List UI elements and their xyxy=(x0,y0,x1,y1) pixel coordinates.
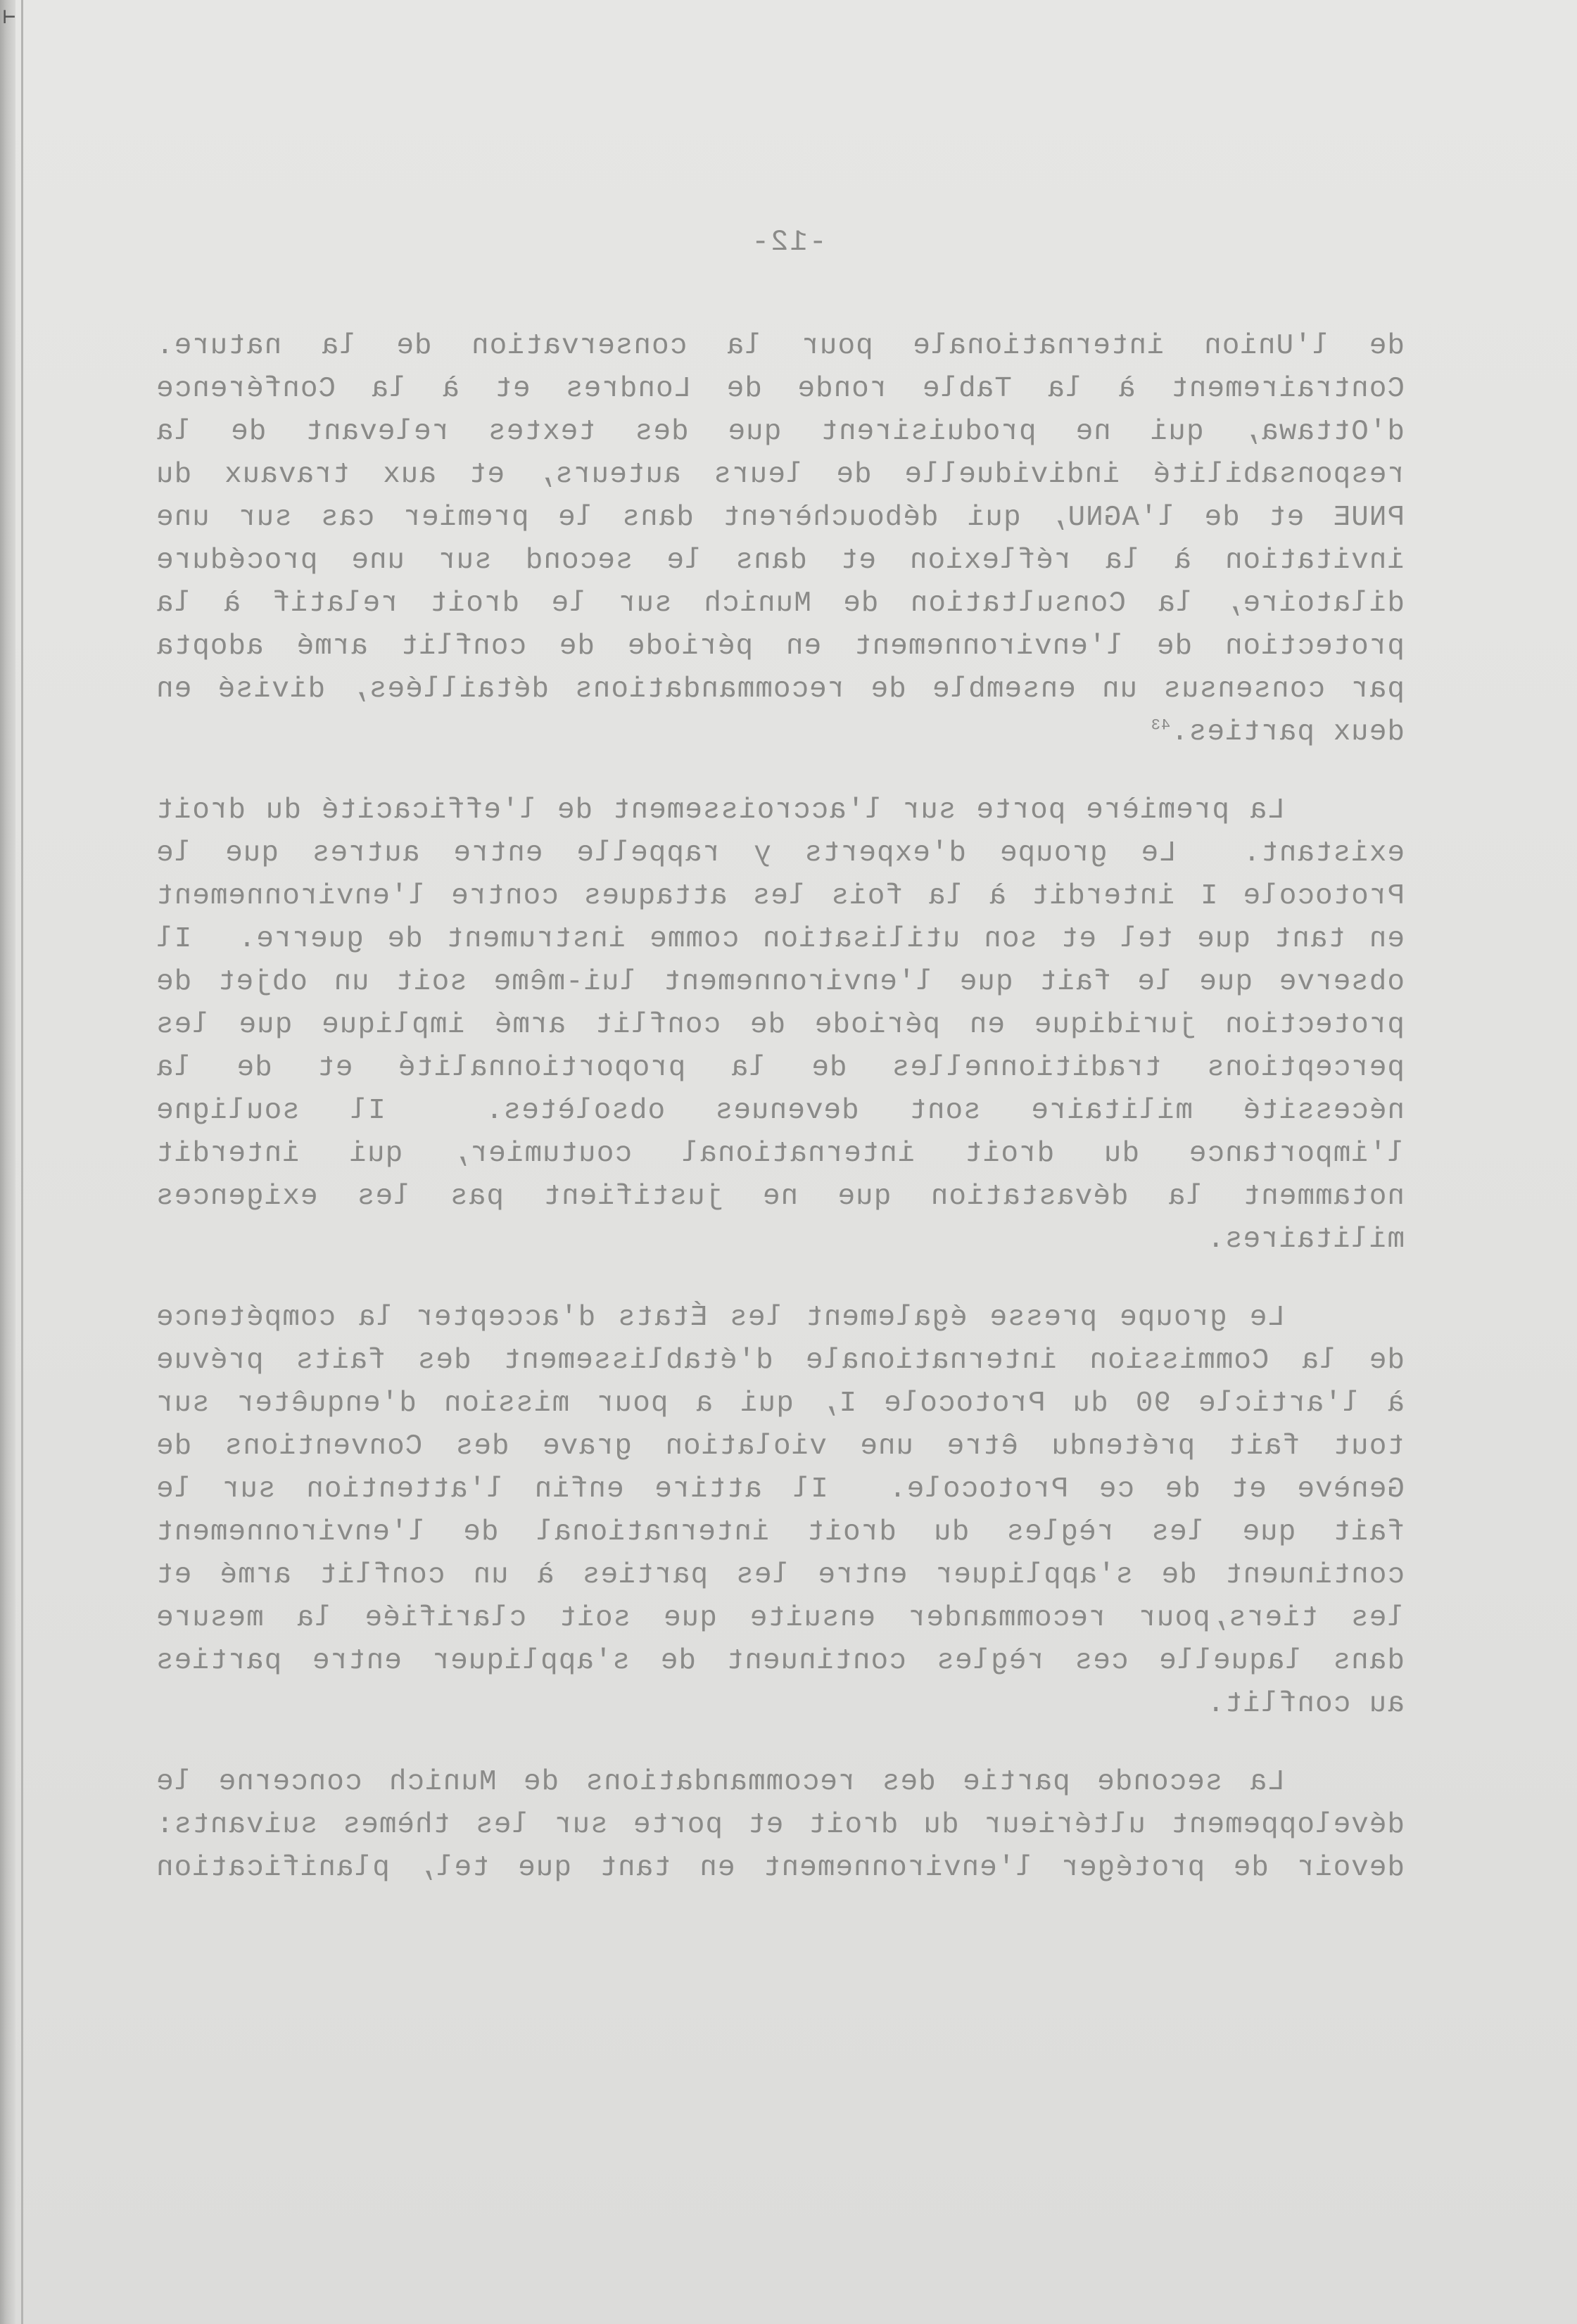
text-line: de l'Union internationale pour la conservation de la nature. xyxy=(156,330,1405,362)
paragraph-1 xyxy=(156,325,1405,754)
text-line: protection juridique en période de conflit armé implique que les xyxy=(156,1009,1405,1041)
text-line: Protocole I interdit à la fois les attaques contre l'environnement xyxy=(156,880,1405,913)
text-line: observe que le fait que l'environnement lui-même soit un objet de xyxy=(156,966,1405,998)
text-line: devoir de protéger l'environnement en tant que tel, planification xyxy=(156,1852,1405,1884)
text-line: PNUE et de l'AGNU, qui débouchèrent dans le premier cas sur une xyxy=(156,502,1405,534)
text-line: nécessité militaire sont devenues obsolètes. Il souligne xyxy=(156,1095,1405,1127)
text-line xyxy=(156,711,1405,754)
text-line: d'Ottawa, qui ne produisirent que des textes relevant de la xyxy=(156,416,1405,448)
text-line: existant. Le groupe d'experts y rappelle entre autres que le xyxy=(156,837,1405,870)
text-line: dans laquelle ces règles continuent de s'appliquer entre parties xyxy=(156,1645,1405,1677)
text-line: en tant que tel et son utilisation comme instrument de guerre. Il xyxy=(156,923,1405,955)
text-line: à l'article 90 du Protocole I, qui a pour mission d'enquêter sur xyxy=(156,1388,1405,1420)
text-line: notamment la dévastation que ne justifient pas les exigences xyxy=(156,1181,1405,1213)
text-line: Le groupe presse également les États d'accepter la compétence xyxy=(156,1302,1285,1334)
paragraph-2 xyxy=(156,789,1405,1262)
text-line: continuent de s'appliquer entre les parties à un conflit armé et xyxy=(156,1559,1405,1592)
paragraph-3 xyxy=(156,1297,1405,1726)
text-line: fait que les règles du droit international de l'environnement xyxy=(156,1516,1405,1549)
text-line: dilatoire, la Consultation de Munich sur le droit relatif à la xyxy=(156,588,1405,620)
text-line: invitation à la réflexion et dans le second sur une procédure xyxy=(156,545,1405,577)
text-line: Genève et de ce Protocole. Il attire enfin l'attention sur le xyxy=(156,1473,1405,1506)
text-line: de la Commission internationale d'établissement des faits prévue xyxy=(156,1345,1405,1377)
text-line: Contrairement à la Table ronde de Londres et à la Conférence xyxy=(156,373,1405,405)
text-line: tout fait prétendu être une violation grave des Conventions de xyxy=(156,1430,1405,1463)
paragraph-4 xyxy=(156,1761,1405,1890)
text-line: protection de l'environnement en période de conflit armé adopta xyxy=(156,630,1405,663)
text-line: La seconde partie des recommandations de Munich concerne le xyxy=(156,1766,1285,1798)
text-line: l'importance du droit international coutumier, qui interdit xyxy=(156,1138,1405,1170)
text-line: La première porte sur l'accroissement de l'efficacité du droit xyxy=(156,794,1285,827)
text-line: au conflit. xyxy=(1206,1688,1405,1720)
text-line: responsabilité individuelle de leurs auteurs, et aux travaux du xyxy=(156,459,1405,491)
footnote-marker: 43 xyxy=(1150,716,1171,735)
page-number: -12- xyxy=(750,225,827,259)
body-text xyxy=(156,325,1405,1890)
text-line: par consensus un ensemble de recommandations détaillées, divisé en xyxy=(156,673,1405,706)
last-line-text: deux parties. xyxy=(1170,716,1405,749)
text-line: développement ultérieur du droit et porte sur les thèmes suivants: xyxy=(156,1809,1405,1841)
text-line: les tiers,pour recommander ensuite que soit clarifiée la mesure xyxy=(156,1602,1405,1634)
text-line: perceptions traditionnelles de la proportionnalité et de la xyxy=(156,1052,1405,1084)
text-line: militaires. xyxy=(1206,1224,1405,1256)
corner-mark-icon: ⊢ xyxy=(3,6,16,30)
